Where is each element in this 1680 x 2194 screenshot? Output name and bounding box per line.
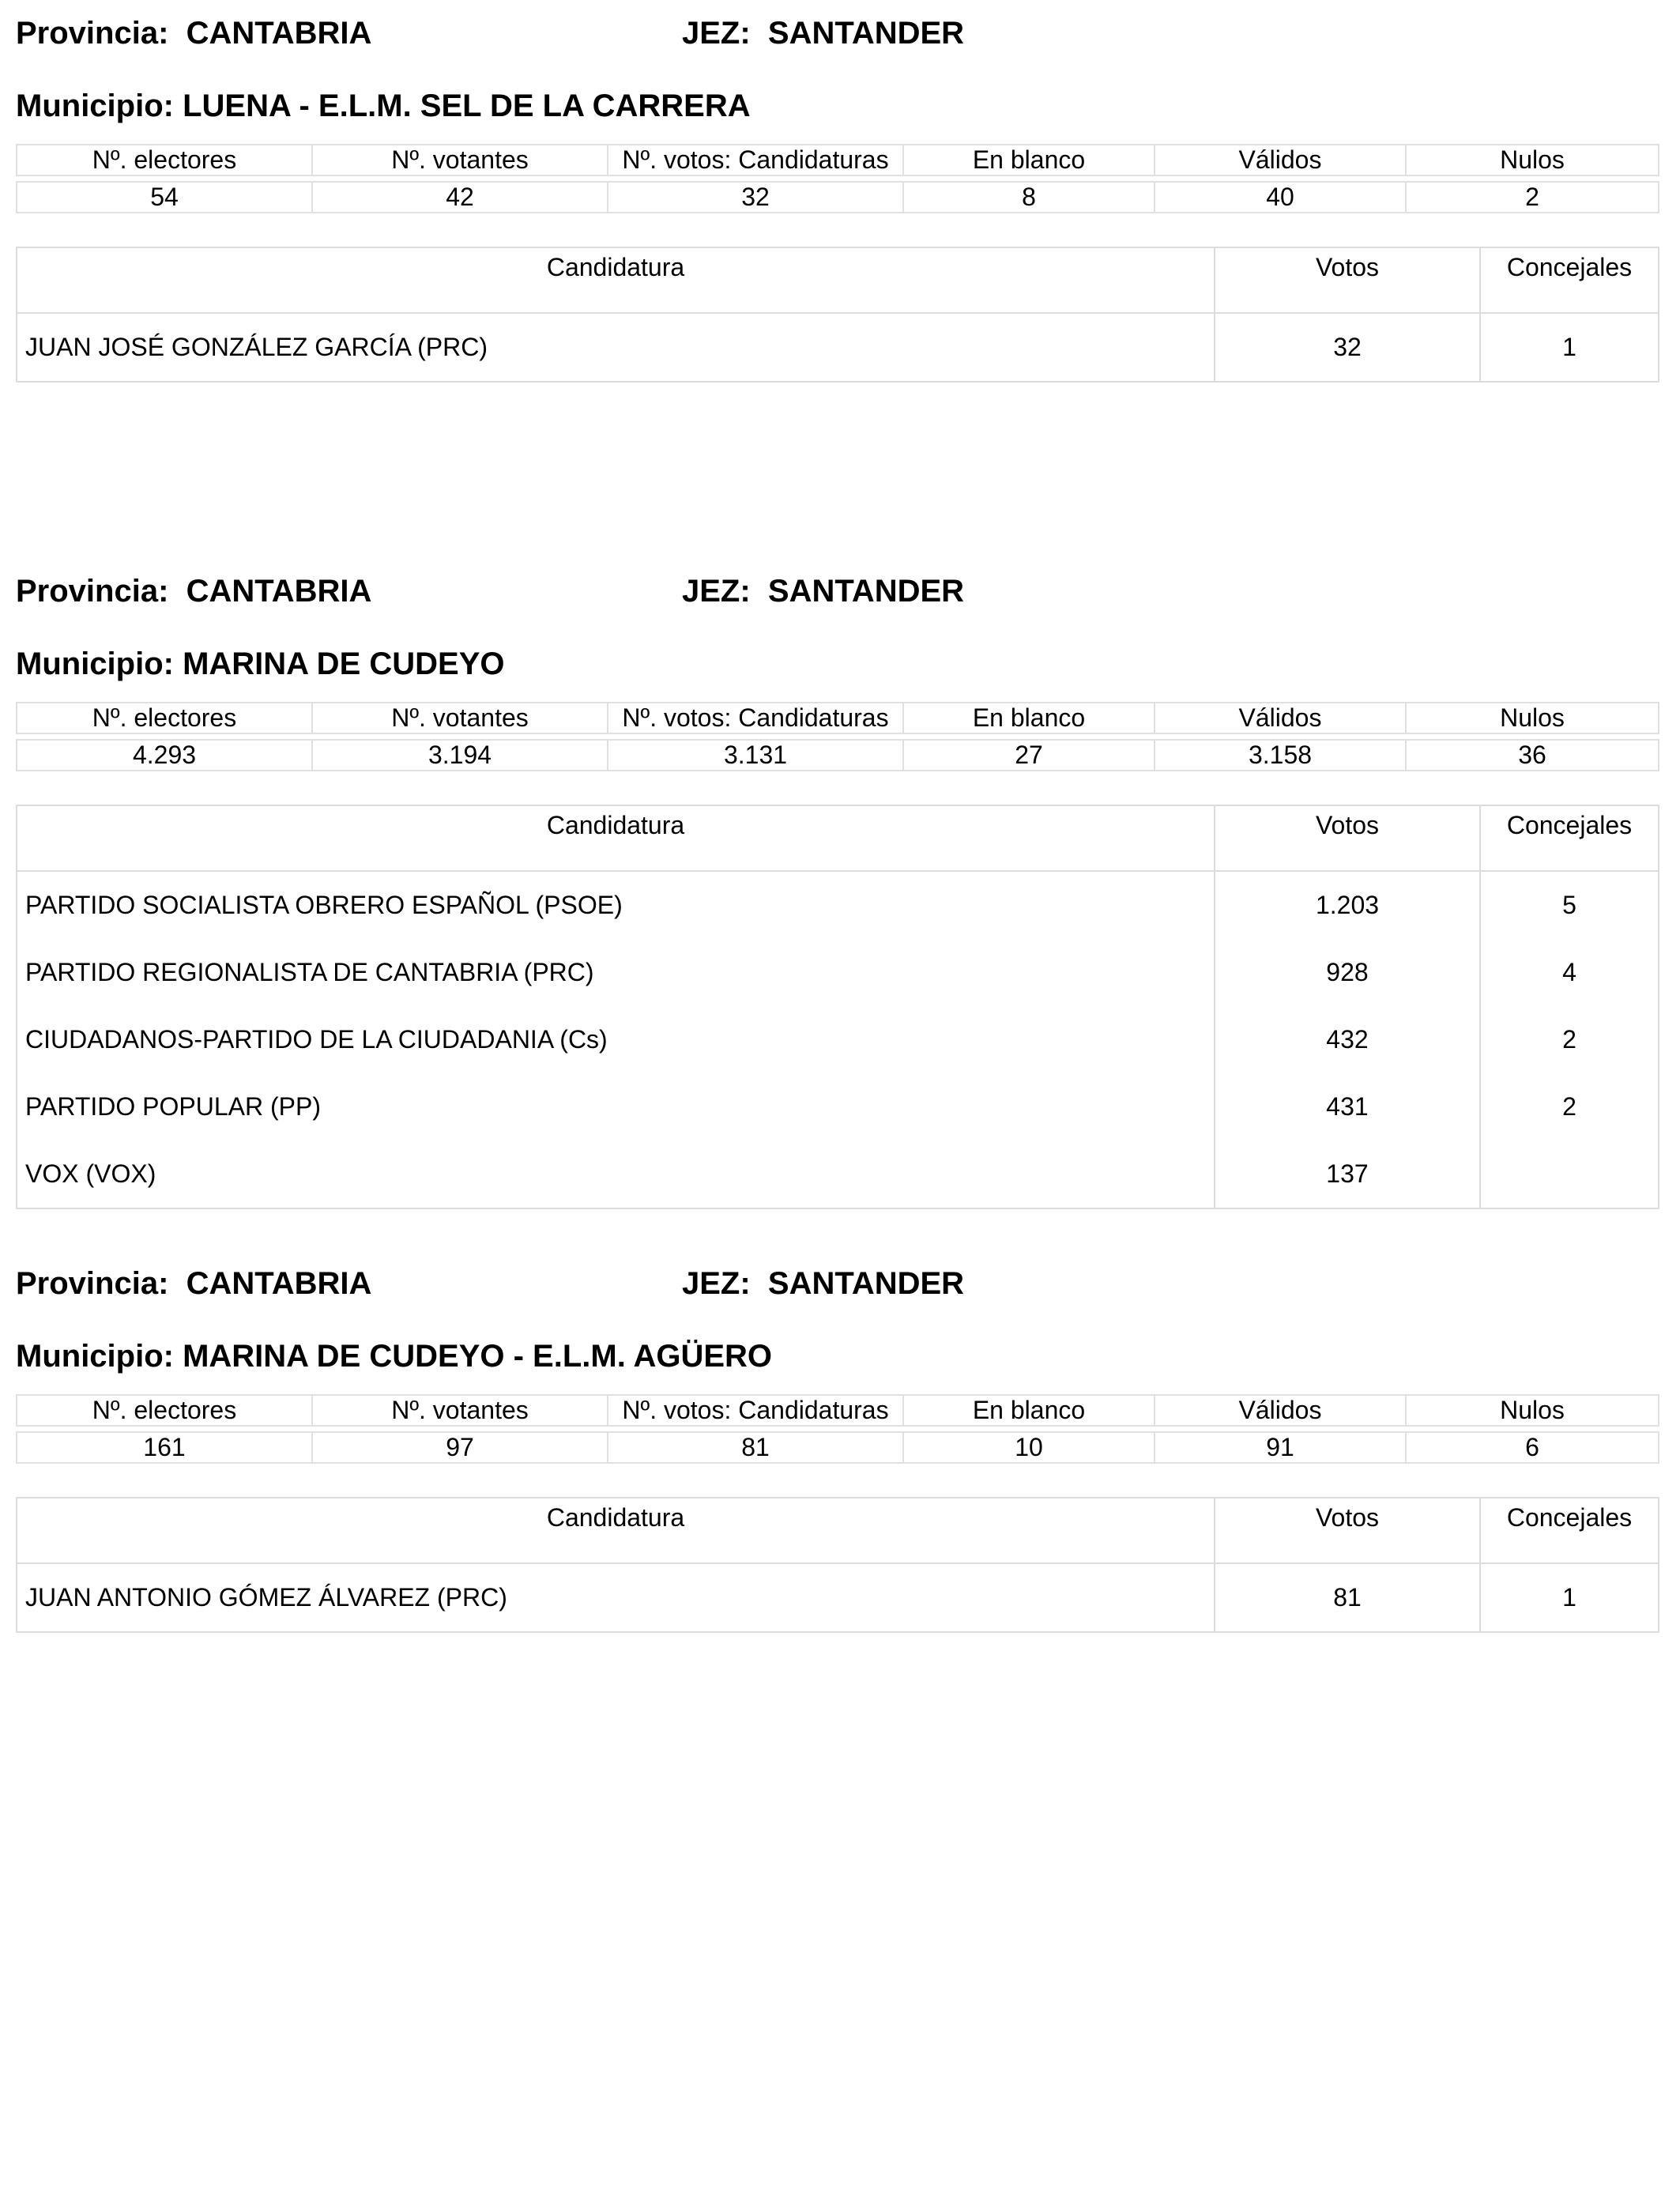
stats-table: [16, 144, 1659, 213]
stats-value-row: [17, 1432, 1659, 1463]
votos-header: Votos: [1215, 247, 1480, 313]
candidatura-header-row: [17, 1498, 1659, 1563]
stats-header: Nulos: [1406, 1395, 1659, 1426]
municipio-title: Municipio: MARINA DE CUDEYO: [16, 647, 505, 681]
stats-header-row: [17, 703, 1659, 733]
municipio-title: Municipio: LUENA - E.L.M. SEL DE LA CARRERA: [16, 89, 751, 123]
stats-value: 81: [608, 1432, 903, 1463]
stats-header: Nº. votantes: [312, 145, 608, 175]
candidatura-name: JUAN ANTONIO GÓMEZ ÁLVAREZ (PRC): [25, 1583, 507, 1612]
candidatura-table: [16, 805, 1659, 1209]
candidatura-name: PARTIDO POPULAR (PP): [25, 1092, 321, 1121]
votos-header: Votos: [1215, 805, 1480, 871]
votos-header: Votos: [1215, 1498, 1480, 1563]
concejales-header: Concejales: [1480, 247, 1659, 313]
stats-value: 36: [1406, 740, 1659, 771]
candidatura-name: PARTIDO SOCIALISTA OBRERO ESPAÑOL (PSOE): [25, 891, 623, 919]
stats-header: Nº. votantes: [312, 1395, 608, 1426]
provincia-label: Provincia: CANTABRIA: [16, 16, 372, 51]
stats-header: En blanco: [903, 145, 1155, 175]
stats-table: [16, 1394, 1659, 1464]
stats-value: 54: [17, 182, 312, 213]
stats-header: En blanco: [903, 1395, 1155, 1426]
concejales-header: Concejales: [1480, 1498, 1659, 1563]
stats-table: [16, 702, 1659, 771]
candidatura-header-row: [17, 247, 1659, 313]
concejales-value: 5: [1480, 871, 1659, 939]
stats-value: 2: [1406, 182, 1659, 213]
stats-header: Nº. electores: [17, 1395, 312, 1426]
stats-value: 10: [903, 1432, 1155, 1463]
stats-header: Nº. electores: [17, 703, 312, 733]
concejales-value: 1: [1480, 313, 1659, 382]
stats-header: Nº. votos: Candidaturas: [608, 1395, 903, 1426]
municipio-title: Municipio: MARINA DE CUDEYO - E.L.M. AGÜERO: [16, 1339, 773, 1374]
stats-value: 91: [1155, 1432, 1406, 1463]
jez-label: JEZ: SANTANDER: [682, 1266, 965, 1301]
votos-value: 137: [1215, 1140, 1480, 1208]
jez-label: JEZ: SANTANDER: [682, 574, 965, 609]
table-row: [17, 1006, 1659, 1073]
stats-value-row: [17, 740, 1659, 771]
votos-value: 928: [1215, 939, 1480, 1006]
stats-value: 42: [312, 182, 608, 213]
candidatura-header-row: [17, 805, 1659, 871]
stats-value: 3.131: [608, 740, 903, 771]
table-row: [17, 1563, 1659, 1632]
stats-header: Válidos: [1155, 145, 1406, 175]
table-row: [17, 1140, 1659, 1208]
candidatura-header: Candidatura: [17, 247, 1215, 313]
stats-value: 4.293: [17, 740, 312, 771]
table-row: [17, 1073, 1659, 1140]
stats-header: Válidos: [1155, 703, 1406, 733]
stats-header: Nº. votos: Candidaturas: [608, 703, 903, 733]
stats-value-row: [17, 182, 1659, 213]
provincia-label: Provincia: CANTABRIA: [16, 1266, 372, 1301]
table-row: [17, 313, 1659, 382]
stats-header: Nº. votos: Candidaturas: [608, 145, 903, 175]
votos-value: 32: [1215, 313, 1480, 382]
table-row: [17, 871, 1659, 939]
provincia-label: Provincia: CANTABRIA: [16, 574, 372, 609]
candidatura-header: Candidatura: [17, 805, 1215, 871]
candidatura-name: JUAN JOSÉ GONZÁLEZ GARCÍA (PRC): [25, 333, 488, 361]
candidatura-name: CIUDADANOS-PARTIDO DE LA CIUDADANIA (Cs): [25, 1025, 608, 1054]
stats-header: Nulos: [1406, 703, 1659, 733]
stats-value: 3.194: [312, 740, 608, 771]
concejales-value: [1480, 1140, 1659, 1208]
concejales-value: 2: [1480, 1073, 1659, 1140]
votos-value: 431: [1215, 1073, 1480, 1140]
stats-header: Nº. votantes: [312, 703, 608, 733]
stats-header-row: [17, 145, 1659, 175]
table-row: [17, 939, 1659, 1006]
stats-value: 3.158: [1155, 740, 1406, 771]
stats-value: 97: [312, 1432, 608, 1463]
stats-value: 161: [17, 1432, 312, 1463]
votos-value: 81: [1215, 1563, 1480, 1632]
candidatura-name: PARTIDO REGIONALISTA DE CANTABRIA (PRC): [25, 958, 594, 986]
candidatura-header: Candidatura: [17, 1498, 1215, 1563]
stats-header-row: [17, 1395, 1659, 1426]
votos-value: 432: [1215, 1006, 1480, 1073]
jez-label: JEZ: SANTANDER: [682, 16, 965, 51]
concejales-value: 1: [1480, 1563, 1659, 1632]
stats-value: 6: [1406, 1432, 1659, 1463]
stats-value: 27: [903, 740, 1155, 771]
stats-header: Nulos: [1406, 145, 1659, 175]
votos-value: 1.203: [1215, 871, 1480, 939]
stats-value: 8: [903, 182, 1155, 213]
candidatura-table: [16, 1497, 1659, 1633]
concejales-header: Concejales: [1480, 805, 1659, 871]
stats-value: 40: [1155, 182, 1406, 213]
stats-header: Nº. electores: [17, 145, 312, 175]
stats-header: Válidos: [1155, 1395, 1406, 1426]
stats-header: En blanco: [903, 703, 1155, 733]
concejales-value: 2: [1480, 1006, 1659, 1073]
candidatura-table: [16, 247, 1659, 383]
candidatura-name: VOX (VOX): [25, 1159, 156, 1188]
concejales-value: 4: [1480, 939, 1659, 1006]
stats-value: 32: [608, 182, 903, 213]
